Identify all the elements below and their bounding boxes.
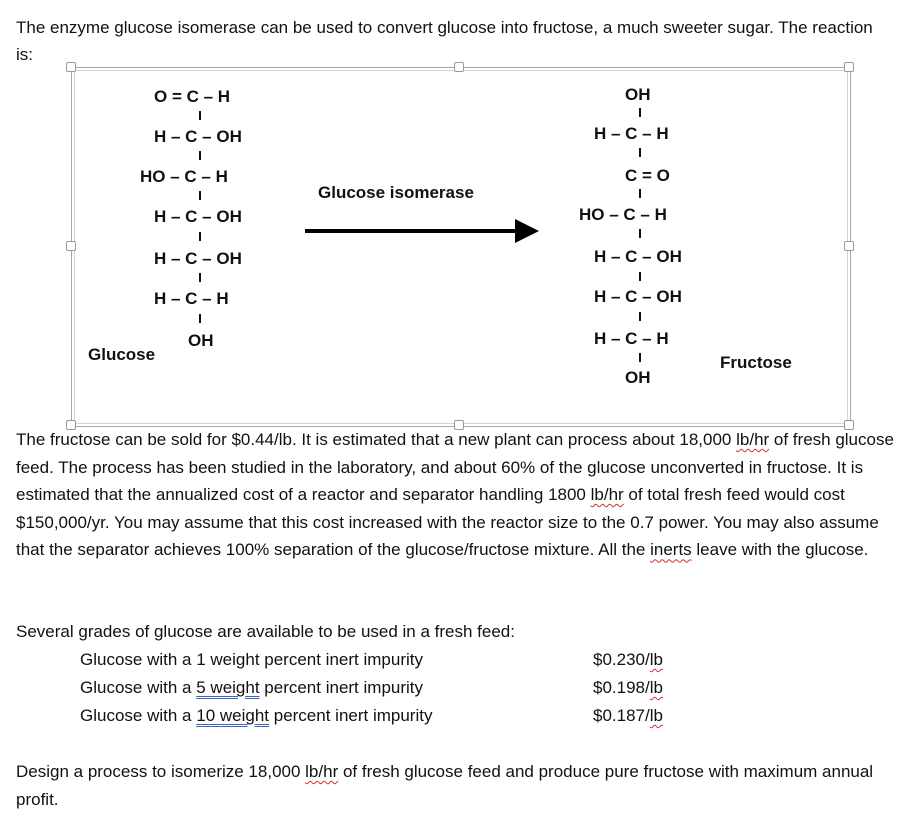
glucose-bond-2 bbox=[199, 151, 201, 160]
spelling-flag-inerts[interactable]: inerts bbox=[650, 540, 692, 560]
fructose-row-1: OH bbox=[625, 85, 651, 104]
problem-text-3: of total fresh feed would cost $150,000/yr. You may assume that this cost increased with the reactor size to the 0.7 power. You may also assume that the separator achieves 100% separation of the glucose/fructose mixture. All the bbox=[16, 485, 879, 560]
intro-paragraph bbox=[16, 14, 896, 68]
fructose-row-5: H – C – OH bbox=[594, 247, 682, 266]
reaction-arrow-shaft bbox=[305, 229, 520, 233]
fructose-bond-1 bbox=[639, 108, 641, 117]
resize-handle-top-center[interactable] bbox=[454, 62, 464, 72]
fructose-row-7: H – C – H bbox=[594, 329, 669, 348]
problem-text-4: leave with the glucose. bbox=[691, 540, 869, 560]
spelling-flag-lb-price-1[interactable]: lb bbox=[649, 650, 663, 669]
glucose-row-4: H – C – OH bbox=[154, 207, 242, 226]
fructose-bond-5 bbox=[639, 272, 641, 281]
grade-price-3: $0.187/lb bbox=[593, 706, 663, 725]
reaction-figure-frame[interactable] bbox=[71, 67, 851, 427]
resize-handle-middle-right[interactable] bbox=[844, 241, 854, 251]
glucose-row-3: HO – C – H bbox=[140, 167, 228, 186]
grade-label-2: Glucose with a 5 weight percent inert impurity bbox=[80, 678, 424, 697]
glucose-bond-5 bbox=[199, 273, 201, 282]
glucose-row-2: H – C – OH bbox=[154, 127, 242, 146]
grammar-flag-5-weight[interactable]: 5 weight bbox=[196, 678, 260, 697]
fructose-row-2: H – C – H bbox=[594, 124, 669, 143]
spelling-flag-lb-hr-1[interactable]: lb/hr bbox=[736, 430, 770, 449]
grades-heading: Several grades of glucose are available to be used in a fresh feed: bbox=[16, 622, 515, 641]
fructose-bond-7 bbox=[639, 353, 641, 362]
resize-handle-middle-left[interactable] bbox=[66, 241, 76, 251]
glucose-row-6: H – C – H bbox=[154, 289, 229, 308]
glucose-row-5: H – C – OH bbox=[154, 249, 242, 268]
intro-line-1: The enzyme glucose isomerase can be used to convert glucose into fructose, a much sweeter sugar. The reaction bbox=[16, 18, 873, 37]
glucose-bond-6 bbox=[199, 314, 201, 323]
glucose-row-1: O = C – H bbox=[154, 87, 231, 106]
enzyme-label: Glucose isomerase bbox=[318, 183, 474, 202]
fructose-bond-6 bbox=[639, 312, 641, 321]
problem-text-1: The fructose can be sold for $0.44/lb. It is estimated that a new plant can process about 18,000 bbox=[16, 430, 737, 449]
problem-paragraph bbox=[16, 426, 896, 564]
glucose-name: Glucose bbox=[88, 345, 156, 364]
grade-row-3 bbox=[80, 706, 720, 732]
fructose-row-4: HO – C – H bbox=[579, 205, 667, 224]
grammar-flag-10-weight[interactable]: 10 weight bbox=[196, 706, 270, 725]
glucose-row-7: OH bbox=[188, 331, 214, 350]
fructose-row-8: OH bbox=[625, 368, 651, 387]
grade-label-3: Glucose with a 10 weight percent inert impurity bbox=[80, 706, 433, 725]
fructose-row-6: H – C – OH bbox=[594, 287, 682, 306]
fructose-name: Fructose bbox=[720, 353, 792, 372]
grade-label-1: Glucose with a 1 weight percent inert impurity bbox=[80, 650, 423, 669]
spelling-flag-lb-hr-3[interactable]: lb/hr bbox=[305, 762, 339, 781]
glucose-bond-1 bbox=[199, 111, 201, 120]
resize-handle-top-right[interactable] bbox=[844, 62, 854, 72]
intro-line-2: is: bbox=[16, 45, 33, 64]
glucose-bond-4 bbox=[199, 232, 201, 241]
fructose-bond-4 bbox=[639, 229, 641, 238]
grade-price-1: $0.230/lb bbox=[593, 650, 663, 669]
fructose-bond-2 bbox=[639, 148, 641, 157]
fructose-bond-3 bbox=[639, 189, 641, 198]
reaction-arrow-head bbox=[515, 219, 539, 243]
design-text-2: of fresh glucose feed and produce pure fructose with maximum annual profit. bbox=[16, 762, 874, 809]
glucose-bond-3 bbox=[199, 191, 201, 200]
design-text-1: Design a process to isomerize 18,000 bbox=[16, 762, 306, 781]
spelling-flag-lb-price-3[interactable]: lb bbox=[649, 706, 663, 725]
design-paragraph bbox=[16, 758, 896, 813]
resize-handle-top-left[interactable] bbox=[66, 62, 76, 72]
grade-price-2: $0.198/lb bbox=[593, 678, 663, 697]
spelling-flag-lb-hr-2[interactable]: lb/hr bbox=[590, 485, 624, 505]
spelling-flag-lb-price-2[interactable]: lb bbox=[649, 678, 663, 697]
grade-row-1 bbox=[80, 650, 720, 676]
fructose-row-3: C = O bbox=[625, 166, 670, 185]
problem-text-2: of fresh glucose feed. The process has been studied in the laboratory, and about 60% of the glucose unconverted in fructose. It is estimated that the annualized cost of a reactor and separator handling 1800 bbox=[16, 430, 894, 505]
grade-row-2 bbox=[80, 678, 720, 704]
